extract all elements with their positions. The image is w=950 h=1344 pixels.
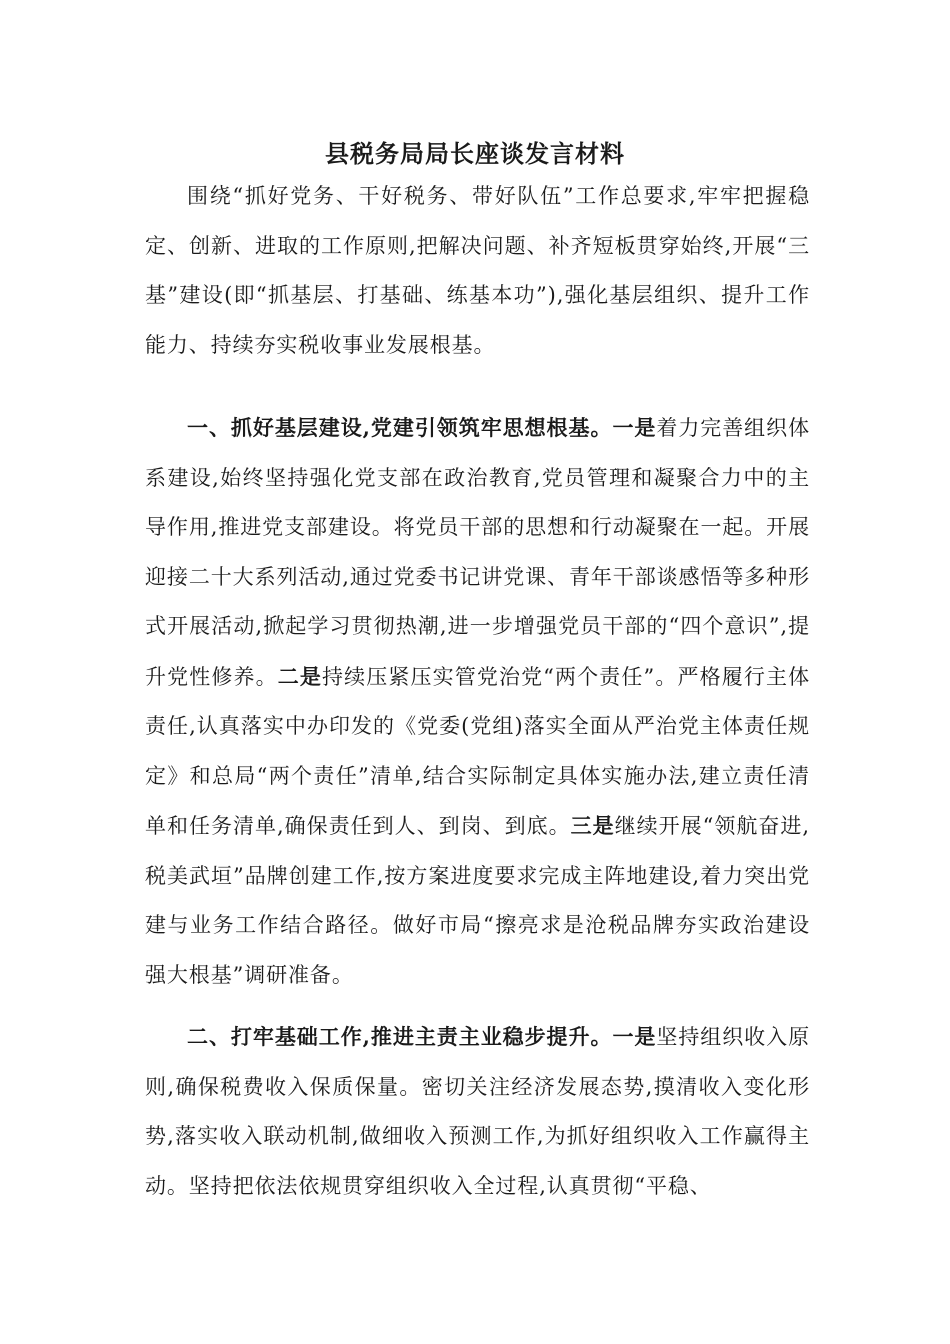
point-label: 一是: [612, 1024, 657, 1049]
point-text: 坚持组织收入原则,确保税费收入保质保量。密切关注经济发展态势,摸清收入变化形势,落实收入联动机制,做细收入预测工作,为抓好组织收入工作赢得主动。坚持把依法依规贯穿组织收入全过程,认真贯彻“平稳、: [145, 1025, 810, 1198]
intro-text: 围绕“抓好党务、干好税务、带好队伍”工作总要求,牢牢把握稳定、创新、进取的工作原则,把解决问题、补齐短板贯穿始终,开展“三基”建设(即“抓基层、打基础、练基本功”),强化基层组织、提升工作能力、持续夯实税收事业发展根基。: [145, 184, 810, 357]
section-two-paragraph: [145, 1012, 810, 1211]
point-text: 继续开展“领航奋进,税美武垣”品牌创建工作,按方案进度要求完成主阵地建设,着力突出党建与业务工作结合路径。做好市局“擦亮求是沧税品牌夯实政治建设强大根基”调研准备。: [145, 814, 810, 987]
point-text: 持续压紧压实管党治党“两个责任”。严格履行主体责任,认真落实中办印发的《党委(党组)落实全面从严治党主体责任规定》和总局“两个责任”清单,结合实际制定具体实施办法,建立责任清单和任务清单,确保责任到人、到岗、到底。: [145, 664, 811, 838]
point-text: 着力完善组织体系建设,始终坚持强化党支部在政治教育,党员管理和凝聚合力中的主导作用,推进党支部建设。将党员干部的思想和行动凝聚在一起。开展迎接二十大系列活动,通过党委书记讲党课、青年干部谈感悟等多种形式开展活动,掀起学习贯彻热潮,进一步增强党员干部的“四个意识”,提升党性修养。: [145, 416, 810, 689]
document-title: 县税务局局长座谈发言材料: [325, 139, 625, 168]
point-label: 三是: [570, 813, 615, 838]
section-one-paragraph: [145, 403, 810, 1000]
section-two-heading: 二、打牢基础工作,推进主责主业稳步提升。: [187, 1024, 613, 1049]
section-one-heading: 一、抓好基层建设,党建引领筑牢思想根基。: [187, 415, 613, 440]
point-label: 一是: [612, 415, 657, 440]
point-label: 二是: [277, 663, 322, 689]
intro-paragraph: [145, 172, 810, 370]
